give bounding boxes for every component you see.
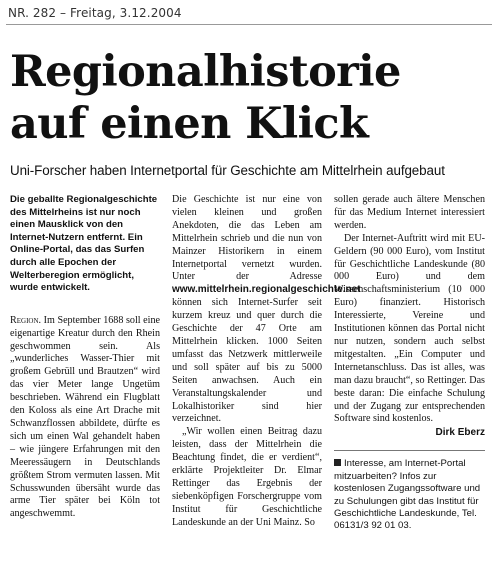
infobox: [334, 458, 485, 532]
column-2-paragraph-1: [172, 194, 361, 426]
square-bullet-icon: [334, 459, 341, 466]
column-2-text-a: Die Geschichte ist nur eine von vielen kleinen und großen Anekdoten, die das Leben am Mittelrhein schrieb und die nun von Mainzer Historikern in einem Internetportal vernetzt wurden. Unter der Adresse: [172, 194, 322, 283]
top-rule: [6, 24, 492, 25]
issue-line: NR. 282 – Freitag, 3.12.2004: [8, 6, 182, 20]
portal-url[interactable]: www.mittelrhein.regionalgeschichte.net: [172, 284, 361, 296]
column-3: [334, 194, 485, 533]
column-2-paragraph-2: „Wir wollen einen Beitrag dazu leisten, dass der Mittelrhein die Beachtung findet, die er verdient“, erklärte Projektleiter Dr. Elmar Rettinger das Ergebnis der siebenköpfigen Forschergruppe vom Institut für Geschichtliche Landeskunde an der Uni Mainz. So: [172, 426, 322, 528]
lede-paragraph: Die geballte Regionalgeschichte des Mittelrheins ist nur noch einen Mausklick von den Internet-Nutzern entfernt. Ein Online-Portal, das das Surfen durch alle Epochen der Welterberegion ermöglicht, wurde entwickelt.: [10, 194, 158, 294]
infobox-text: Interesse, am Internet-Portal mitzuarbeiten? Infos zur kostenlosen Zugangssoftware und zu Schulungen gibt das Institut für Geschichtliche Landeskunde, Tel. 06131/3 92 01 03.: [334, 458, 481, 532]
article-columns: [0, 194, 500, 579]
column-2-text-b: können sich Internet-Surfer seit kurzem kreuz und quer durch die Geschichte der 47 Orte am Mittelrhein klicken. 1000 Seiten umfasst das Netzwerk mittlerweile und soll später auf bis zu 5000 Seiten anwachsen. Auch ein Veranstaltungskalender und Lokalhistoriker sind hier verzeichnet.: [172, 297, 322, 425]
subheadline: Uni-Forscher haben Internetportal für Geschichte am Mittelrhein aufgebaut: [10, 163, 445, 178]
column-2: [172, 194, 361, 530]
column-1: [10, 194, 160, 521]
headline-line-2: auf einen Klick: [10, 99, 369, 149]
dateline: Region.: [10, 314, 42, 326]
infobox-rule: [334, 450, 485, 451]
headline-line-1: Regionalhistorie: [10, 47, 401, 97]
column-3-paragraph-1: sollen gerade auch ältere Menschen für das Medium Internet interessiert werden.: [334, 194, 485, 231]
headline: [10, 46, 490, 150]
byline: Dirk Eberz: [435, 427, 485, 439]
column-1-text: [10, 315, 160, 522]
column-3-paragraph-2: Der Internet-Auftritt wird mit EU-Geldern (90 000 Euro), vom Institut für Geschichtliche Landeskunde (80 000 Euro) und dem Wissenschaftsministerium (10 000 Euro) finanziert. Historisch Interessierte, Vereine und Institutionen können das Portal nicht nur nutzen, sondern auch selbst mitgestalten. „Ein Computer und Internetanschluss. Das ist alles, was man dazu braucht“, so Rettinger. Das beste daran: Die einfache Schulung und der Zugang zur entsprechenden Software sind kostenlos.: [334, 232, 485, 425]
column-1-body: Im September 1688 soll eine eigenartige Kreatur durch den Rhein geschwommen sein. Als „wunderliches Wasser-Thier mit großem Gebrüll und Brautzen“ wird das vier Meter lange Ungetüm beschrieben. Während ein Flugblatt den Koloss als eine Art Drache mit Schwanzflossen abbildete, dürfte es sich um einen Wal gehandelt haben – wie jüngere Erfahrungen mit den Meeressäugern in Deutschlands größtem Strom vermuten lassen. Mit Schusswunden übersäht wurde das arme Tier später bei Köln tot angeschwemmt.: [10, 314, 160, 520]
